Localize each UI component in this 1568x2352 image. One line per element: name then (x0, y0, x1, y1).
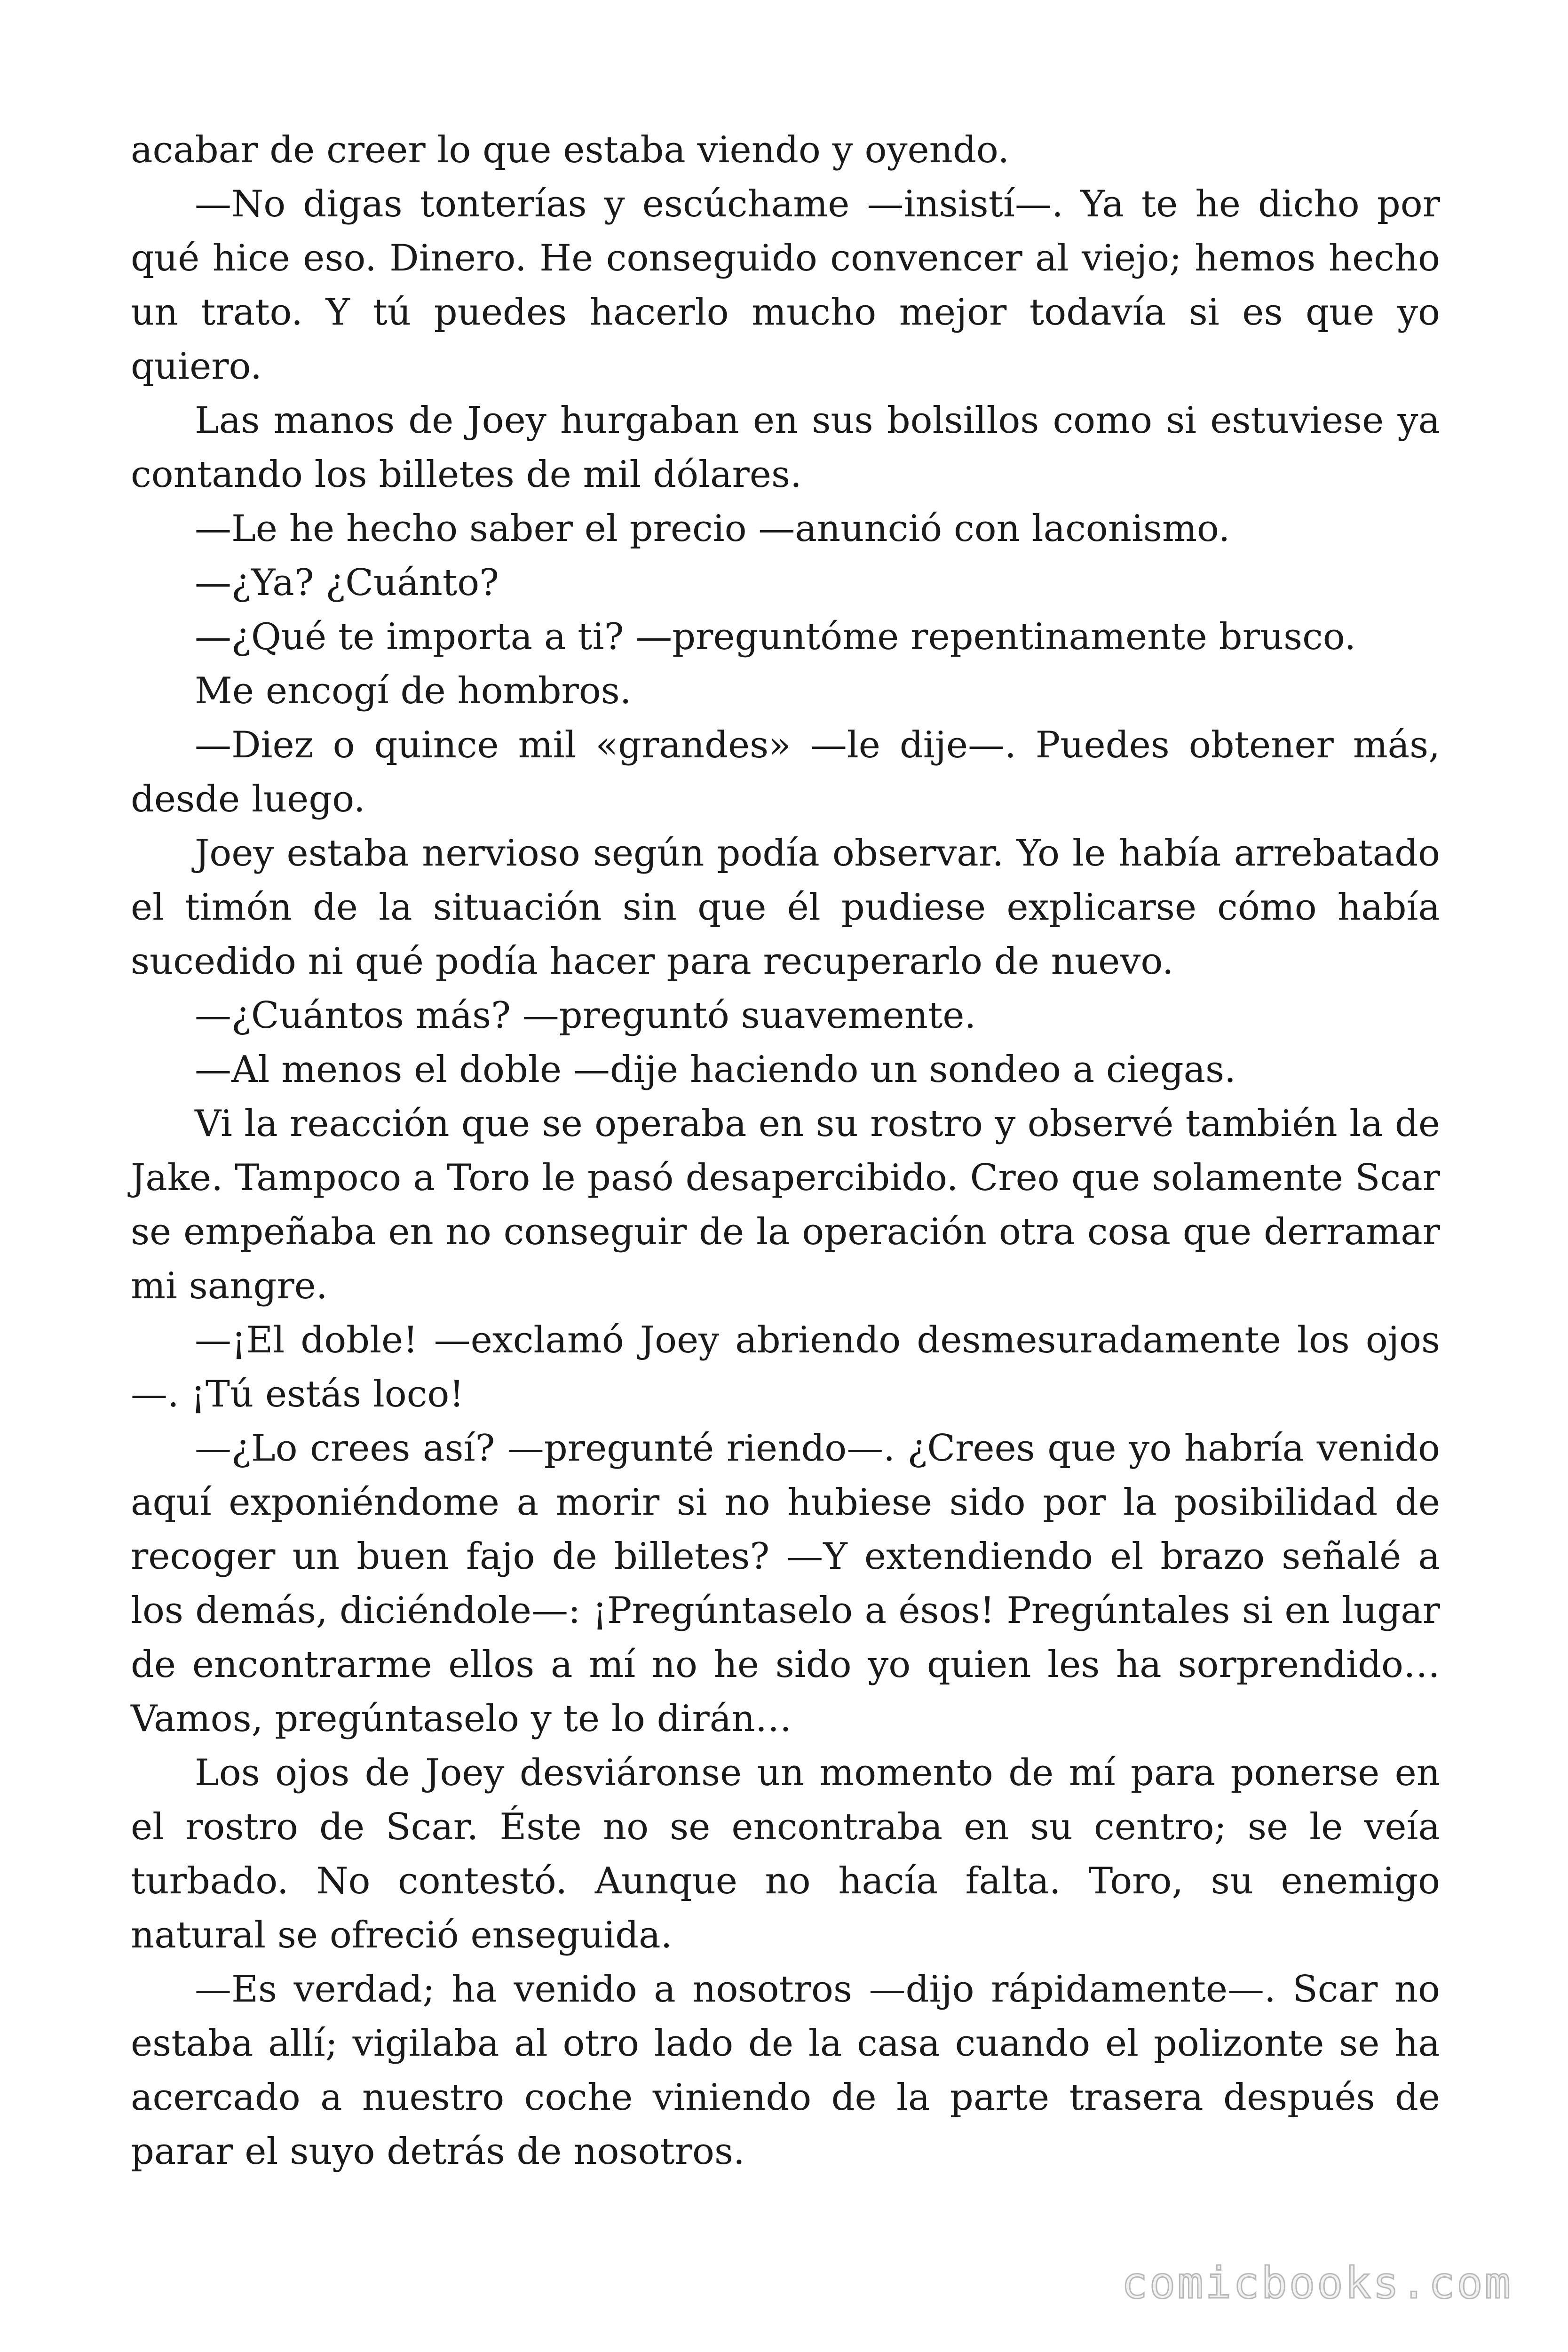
paragraph: —¿Lo crees así? —pregunté riendo—. ¿Crees que yo habría venido aquí exponiéndome a morir si no hubiese sido por la posibilidad de recoger un buen fajo de billetes? —Y extendiendo el brazo señalé a los demás, diciéndole—: ¡Pregúntaselo a ésos! Pregúntales si en lugar de encontrarme ellos a mí no he sido yo quien les ha sorprendido… Vamos, pregúntaselo y te lo dirán… (131, 1427, 1440, 1740)
paragraph: —Le he hecho saber el precio —anunció con laconismo. (195, 508, 1230, 550)
paragraph: —¿Ya? ¿Cuánto? (195, 562, 499, 604)
paragraph: acabar de creer lo que estaba viendo y oyendo. (131, 129, 1010, 171)
paragraph: —¿Cuántos más? —preguntó suavemente. (195, 994, 976, 1037)
body-text (131, 123, 1440, 2179)
paragraph: —¡El doble! —exclamó Joey abriendo desmesuradamente los ojos—. ¡Tú estás loco! (131, 1319, 1440, 1415)
paragraph: Las manos de Joey hurgaban en sus bolsillos como si estuviese ya contando los billetes de mil dólares. (131, 399, 1440, 496)
paragraph: —No digas tonterías y escúchame —insistí—. Ya te he dicho por qué hice eso. Dinero. He conseguido convencer al viejo; hemos hecho un trato. Y tú puedes hacerlo mucho mejor todavía si es que yo quiero. (131, 183, 1440, 388)
paragraph: Los ojos de Joey desviáronse un momento de mí para ponerse en el rostro de Scar. Éste no se encontraba en su centro; se le veía turbado. No contestó. Aunque no hacía falta. Toro, su enemigo natural se ofreció enseguida. (131, 1752, 1440, 1956)
paragraph: —Al menos el doble —dije haciendo un sondeo a ciegas. (195, 1049, 1236, 1091)
paragraph: —Es verdad; ha venido a nosotros —dijo rápidamente—. Scar no estaba allí; vigilaba al otro lado de la casa cuando el polizonte se ha acercado a nuestro coche viniendo de la parte trasera después de parar el suyo detrás de nosotros. (131, 1968, 1440, 2173)
watermark: comicbooks.com (1121, 2258, 1513, 2308)
paragraph: Joey estaba nervioso según podía observar. Yo le había arrebatado el timón de la situación sin que él pudiese explicarse cómo había sucedido ni qué podía hacer para recuperarlo de nuevo. (131, 832, 1440, 983)
paragraph: —Diez o quince mil «grandes» —le dije—. Puedes obtener más, desde luego. (131, 724, 1440, 820)
paragraph: —¿Qué te importa a ti? —preguntóme repentinamente brusco. (195, 616, 1356, 658)
paragraph: Me encogí de hombros. (195, 670, 632, 712)
paragraph: Vi la reacción que se operaba en su rostro y observé también la de Jake. Tampoco a Toro le pasó desapercibido. Creo que solamente Scar se empeñaba en no conseguir de la operación otra cosa que derramar mi sangre. (131, 1103, 1440, 1307)
